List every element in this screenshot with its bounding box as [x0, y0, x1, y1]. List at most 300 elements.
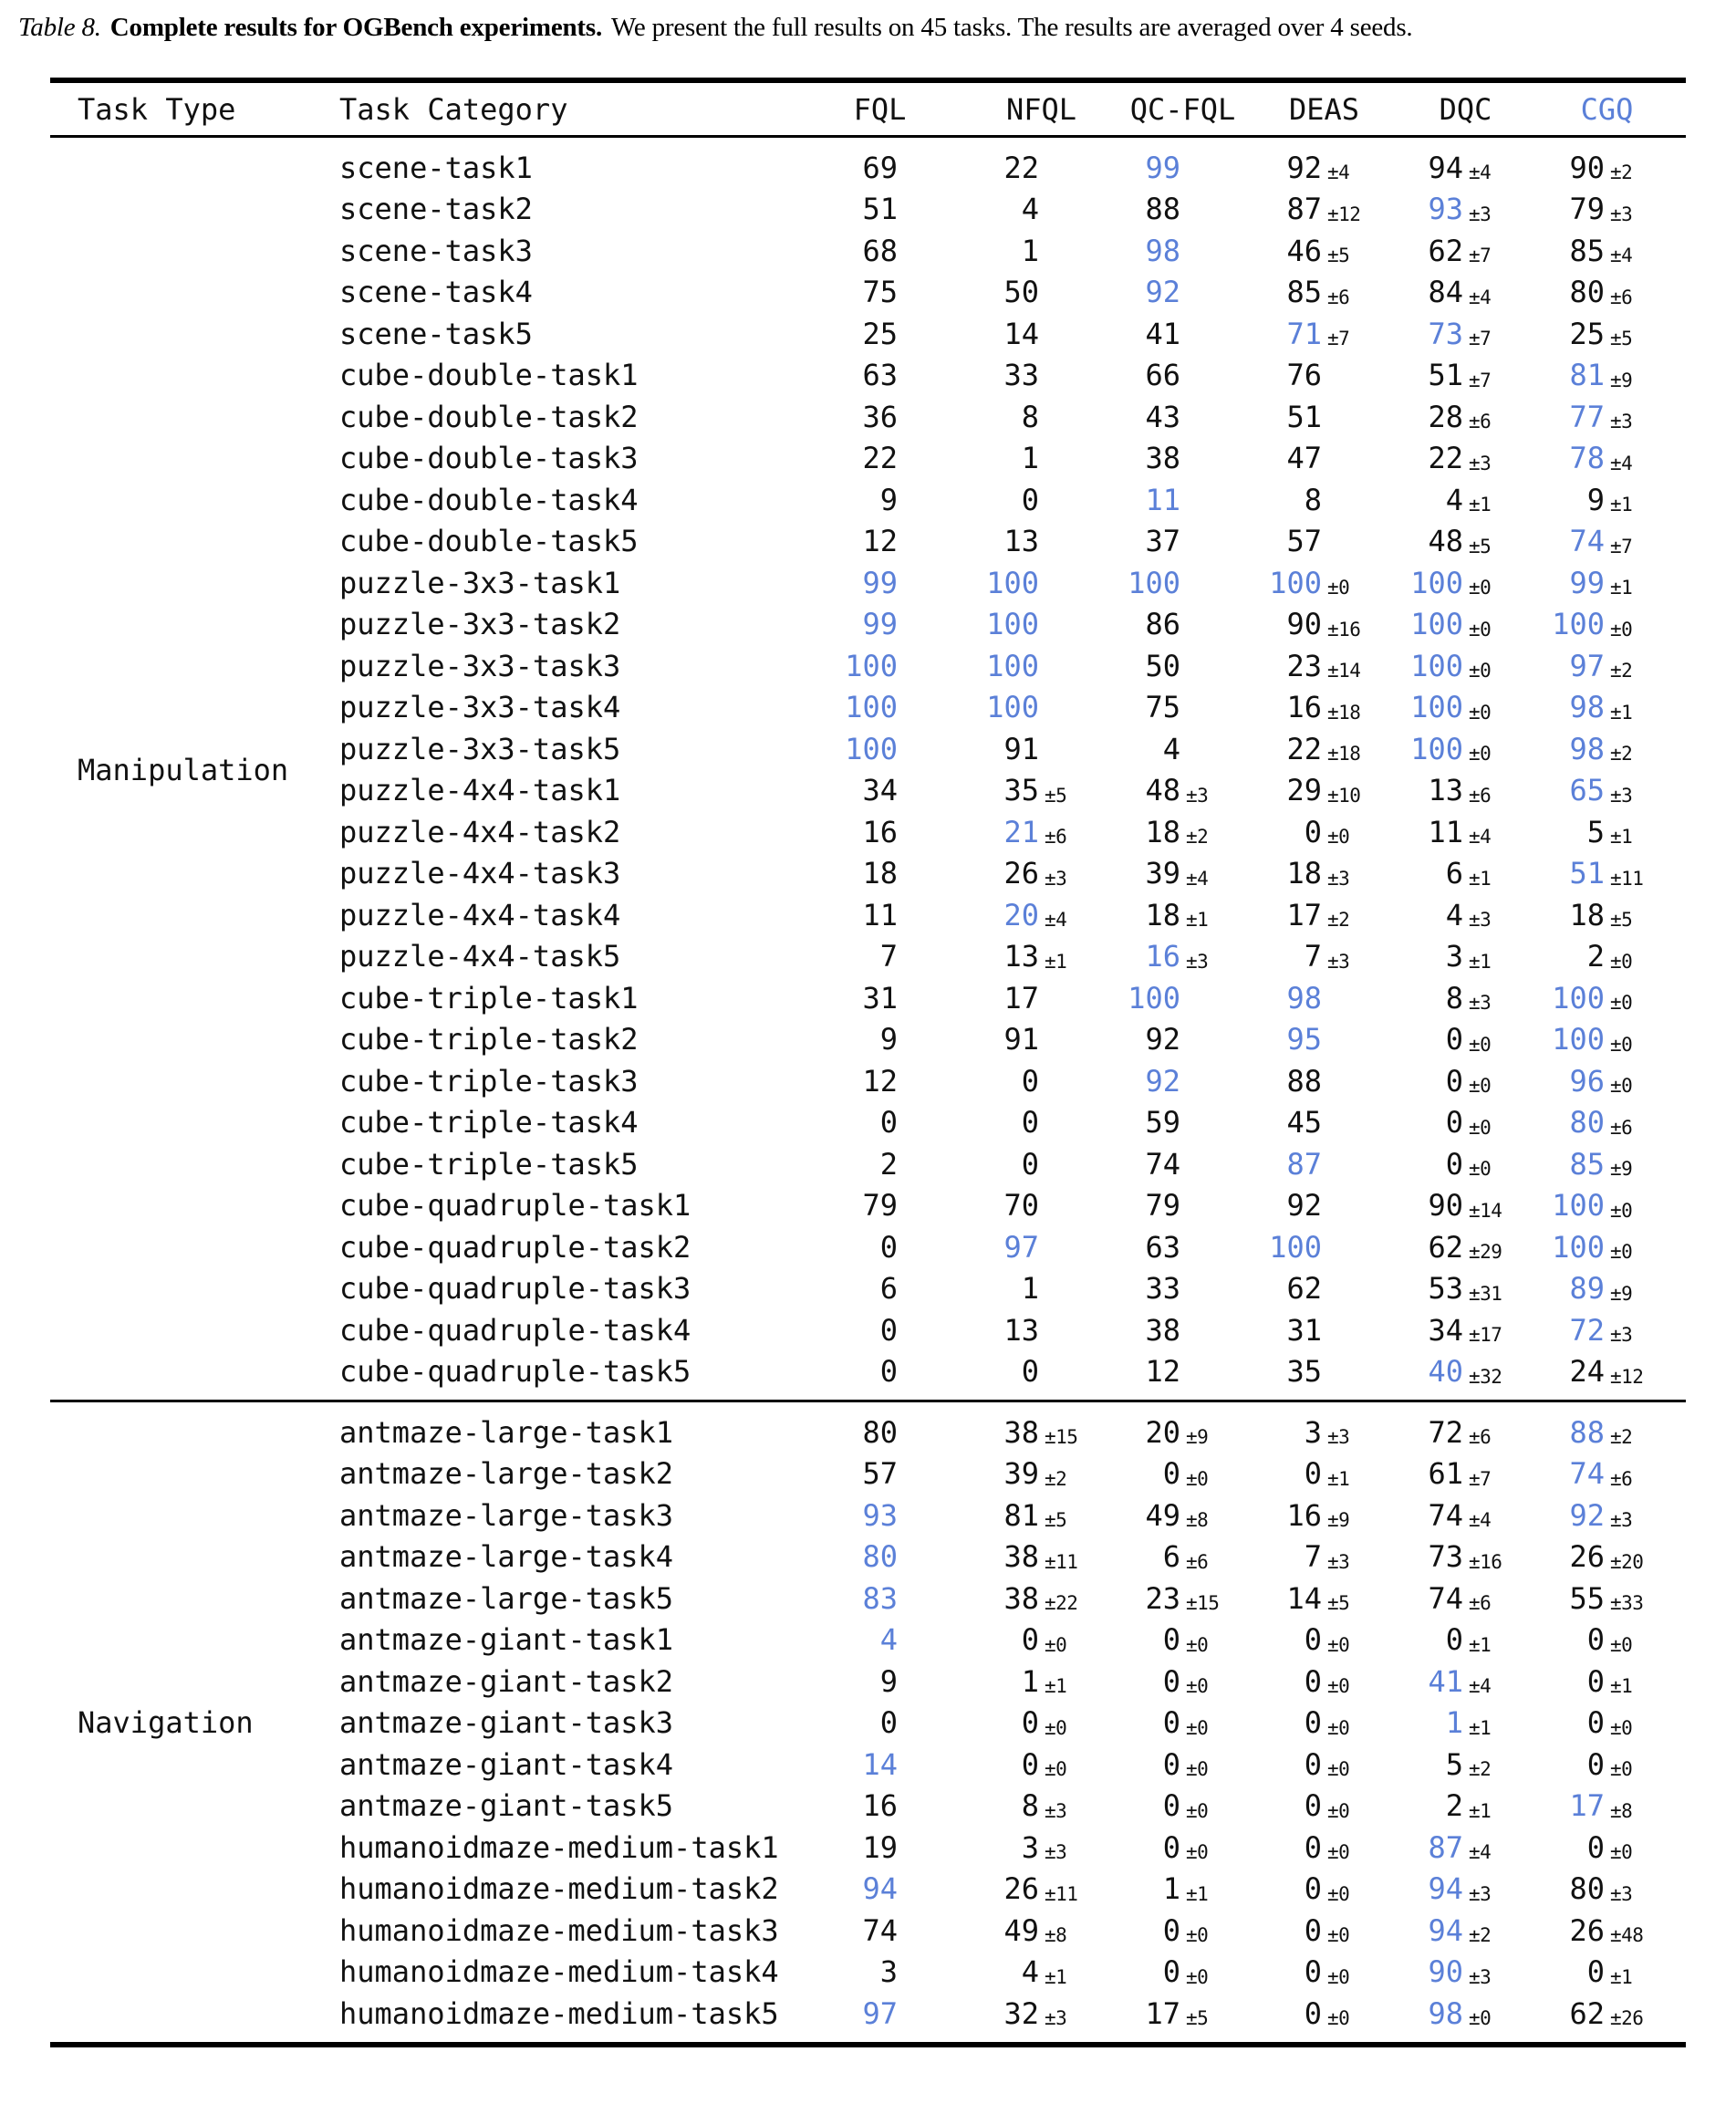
score-value: 91 [1003, 1022, 1039, 1057]
task-category-cell: cube-triple-task5 [339, 1146, 639, 1182]
task-category-cell: antmaze-giant-task3 [339, 1705, 674, 1741]
score-stddev: ±0 [1186, 1467, 1209, 1490]
score-value: 65 [1569, 773, 1605, 808]
score-stddev: ±1 [1610, 826, 1633, 849]
table-row [339, 1869, 1686, 1911]
score-value: 19 [862, 1829, 898, 1865]
score-stddev: ±18 [1327, 701, 1361, 724]
score-stddev: ±5 [1327, 1592, 1350, 1615]
score-value: 0 [1162, 1912, 1180, 1948]
score-value: 91 [1003, 731, 1039, 766]
score-value: 0 [879, 1229, 898, 1265]
score-value: 17 [1145, 1995, 1180, 2031]
score-stddev: ±4 [1469, 826, 1492, 849]
score-stddev: ±3 [1045, 1799, 1067, 1822]
score-stddev: ±1 [1469, 1716, 1492, 1739]
score-stddev: ±11 [1610, 867, 1644, 890]
score-value: 12 [862, 524, 898, 559]
score-stddev: ±2 [1327, 909, 1350, 932]
task-category-cell: puzzle-4x4-task2 [339, 814, 621, 849]
score-stddev: ±31 [1469, 1282, 1502, 1305]
table-body [50, 138, 1686, 2042]
score-value: 12 [1145, 1354, 1180, 1390]
table-row [339, 645, 1686, 687]
score-value: 38 [1003, 1414, 1039, 1450]
score-value: 0 [1021, 1622, 1039, 1658]
score-stddev: ±0 [1045, 1633, 1067, 1656]
score-stddev: ±0 [1469, 1158, 1492, 1181]
score-stddev: ±0 [1469, 1075, 1492, 1098]
table-row [339, 230, 1686, 272]
score-stddev: ±32 [1469, 1365, 1502, 1388]
score-stddev: ±4 [1186, 867, 1209, 890]
score-value: 71 [1286, 316, 1322, 351]
score-value: 22 [862, 441, 898, 476]
score-value: 48 [1145, 773, 1180, 808]
score-stddev: ±1 [1045, 1675, 1067, 1698]
score-value: 94 [1428, 1871, 1463, 1907]
score-value: 39 [1145, 856, 1180, 891]
score-stddev: ±0 [1610, 1633, 1633, 1656]
score-value: 100 [845, 690, 898, 725]
score-stddev: ±8 [1610, 1799, 1633, 1822]
score-stddev: ±7 [1610, 535, 1633, 557]
score-value: 3 [1445, 939, 1463, 974]
score-stddev: ±1 [1045, 950, 1067, 973]
score-value: 0 [1304, 1746, 1322, 1782]
score-value: 1 [1445, 1705, 1463, 1741]
score-stddev: ±0 [1469, 1116, 1492, 1139]
score-stddev: ±0 [1327, 1716, 1350, 1739]
table-row [339, 1495, 1686, 1536]
results-table [50, 78, 1686, 2047]
table-row [339, 1661, 1686, 1703]
score-stddev: ±2 [1469, 1758, 1492, 1781]
score-value: 0 [1162, 1788, 1180, 1824]
score-value: 16 [862, 814, 898, 849]
score-stddev: ±7 [1327, 328, 1350, 350]
score-stddev: ±15 [1186, 1592, 1220, 1615]
score-value: 73 [1428, 316, 1463, 351]
score-value: 0 [1162, 1829, 1180, 1865]
score-stddev: ±0 [1327, 1924, 1350, 1947]
table-row [339, 521, 1686, 563]
score-stddev: ±6 [1327, 286, 1350, 308]
score-stddev: ±0 [1327, 2007, 1350, 2030]
score-value: 0 [1586, 1829, 1605, 1865]
score-value: 87 [1286, 192, 1322, 227]
score-stddev: ±3 [1327, 1426, 1350, 1449]
score-value: 46 [1286, 233, 1322, 268]
score-stddev: ±3 [1045, 1841, 1067, 1864]
score-value: 99 [862, 607, 898, 642]
score-value: 17 [1286, 897, 1322, 932]
score-stddev: ±1 [1045, 1965, 1067, 1988]
score-stddev: ±16 [1327, 618, 1361, 641]
score-value: 24 [1569, 1354, 1605, 1390]
score-stddev: ±0 [1327, 1758, 1350, 1781]
score-stddev: ±0 [1610, 950, 1633, 973]
task-category-cell: cube-double-task2 [339, 399, 639, 434]
score-stddev: ±0 [1327, 1841, 1350, 1864]
score-value: 45 [1286, 1105, 1322, 1141]
score-value: 32 [1003, 1995, 1039, 2031]
column-header-method: NFQL [1005, 91, 1077, 127]
score-stddev: ±1 [1186, 909, 1209, 932]
score-stddev: ±6 [1469, 411, 1492, 433]
table-row [339, 770, 1686, 812]
score-value: 93 [862, 1497, 898, 1533]
score-stddev: ±11 [1045, 1882, 1078, 1905]
score-value: 99 [1569, 565, 1605, 600]
score-value: 90 [1569, 150, 1605, 185]
task-category-cell: puzzle-3x3-task2 [339, 607, 621, 642]
score-value: 89 [1569, 1271, 1605, 1307]
task-category-cell: antmaze-giant-task4 [339, 1746, 674, 1782]
score-stddev: ±0 [1610, 1716, 1633, 1739]
score-value: 74 [1569, 524, 1605, 559]
score-value: 1 [1021, 441, 1039, 476]
task-category-cell: humanoidmaze-medium-task2 [339, 1871, 779, 1907]
score-value: 100 [1552, 1229, 1605, 1265]
score-value: 3 [1021, 1829, 1039, 1865]
table-row [339, 1060, 1686, 1102]
task-type-label: Manipulation [78, 752, 289, 787]
table-row [339, 272, 1686, 314]
table-row [339, 438, 1686, 480]
score-value: 0 [1445, 1622, 1463, 1658]
score-value: 0 [1304, 814, 1322, 849]
score-stddev: ±2 [1045, 1467, 1067, 1490]
task-category-cell: puzzle-3x3-task4 [339, 690, 621, 725]
score-value: 8 [1021, 1788, 1039, 1824]
score-stddev: ±0 [1610, 1241, 1633, 1264]
score-value: 100 [1410, 690, 1463, 725]
task-category-cell: scene-task3 [339, 233, 533, 268]
score-value: 17 [1003, 980, 1039, 1016]
score-value: 81 [1003, 1497, 1039, 1533]
score-value: 0 [1021, 1105, 1039, 1141]
table-row [339, 479, 1686, 521]
score-stddev: ±1 [1186, 1882, 1209, 1905]
score-value: 74 [1145, 1146, 1180, 1182]
score-value: 17 [1569, 1788, 1605, 1824]
score-value: 0 [879, 1105, 898, 1141]
table-row [339, 1952, 1686, 1994]
score-stddev: ±7 [1469, 245, 1492, 267]
score-stddev: ±0 [1045, 1758, 1067, 1781]
score-value: 74 [862, 1912, 898, 1948]
score-stddev: ±8 [1045, 1924, 1067, 1947]
score-value: 0 [879, 1312, 898, 1348]
score-stddev: ±33 [1610, 1592, 1644, 1615]
score-value: 6 [1162, 1539, 1180, 1575]
score-value: 79 [1569, 192, 1605, 227]
score-stddev: ±1 [1469, 1633, 1492, 1656]
score-value: 100 [1269, 565, 1322, 600]
task-category-cell: antmaze-giant-task2 [339, 1663, 674, 1699]
score-value: 88 [1145, 192, 1180, 227]
score-value: 47 [1286, 441, 1322, 476]
score-value: 38 [1003, 1539, 1039, 1575]
score-stddev: ±1 [1469, 867, 1492, 890]
score-value: 0 [1021, 1063, 1039, 1099]
score-value: 92 [1145, 275, 1180, 310]
score-stddev: ±2 [1610, 660, 1633, 682]
score-stddev: ±18 [1327, 743, 1361, 766]
score-value: 92 [1569, 1497, 1605, 1533]
score-value: 1 [1021, 1271, 1039, 1307]
score-value: 0 [1162, 1746, 1180, 1782]
score-value: 94 [1428, 1912, 1463, 1948]
score-stddev: ±0 [1327, 826, 1350, 849]
section-rows [339, 147, 1686, 1392]
score-value: 0 [1304, 1954, 1322, 1990]
column-header-method: FQL [853, 91, 907, 127]
score-stddev: ±3 [1327, 950, 1350, 973]
score-value: 49 [1003, 1912, 1039, 1948]
task-category-cell: cube-double-task3 [339, 441, 639, 476]
score-stddev: ±3 [1186, 950, 1209, 973]
task-category-cell: humanoidmaze-medium-task5 [339, 1995, 779, 2031]
score-value: 0 [1445, 1105, 1463, 1141]
score-stddev: ±9 [1186, 1426, 1209, 1449]
table-row [339, 313, 1686, 355]
score-value: 5 [1586, 814, 1605, 849]
score-stddev: ±4 [1610, 452, 1633, 474]
score-value: 0 [1304, 1871, 1322, 1907]
score-stddev: ±26 [1610, 2007, 1644, 2030]
score-stddev: ±3 [1327, 867, 1350, 890]
score-value: 100 [1552, 1188, 1605, 1224]
score-stddev: ±3 [1469, 203, 1492, 225]
score-stddev: ±14 [1469, 1199, 1502, 1222]
score-value: 25 [862, 316, 898, 351]
score-value: 38 [1003, 1580, 1039, 1616]
score-value: 36 [862, 399, 898, 434]
score-value: 51 [1569, 856, 1605, 891]
score-stddev: ±17 [1469, 1324, 1502, 1347]
task-category-cell: cube-triple-task2 [339, 1022, 639, 1057]
score-stddev: ±6 [1610, 286, 1633, 308]
score-stddev: ±1 [1610, 494, 1633, 516]
table-row [339, 936, 1686, 978]
score-value: 100 [986, 690, 1039, 725]
table-row [339, 853, 1686, 895]
score-stddev: ±2 [1469, 1924, 1492, 1947]
caption-title: Complete results for OGBench experiments. [109, 13, 603, 42]
score-value: 26 [1003, 856, 1039, 891]
score-stddev: ±7 [1469, 369, 1492, 391]
column-header-method: DEAS [1288, 91, 1360, 127]
score-stddev: ±9 [1327, 1509, 1350, 1532]
score-value: 33 [1003, 358, 1039, 393]
table-row [339, 355, 1686, 397]
table-row [339, 604, 1686, 646]
table-row [339, 396, 1686, 438]
score-value: 1 [1021, 233, 1039, 268]
task-category-cell: cube-double-task1 [339, 358, 639, 393]
table-caption [18, 13, 1736, 43]
score-value: 29 [1286, 773, 1322, 808]
score-value: 96 [1569, 1063, 1605, 1099]
score-stddev: ±3 [1469, 909, 1492, 932]
task-category-cell: puzzle-3x3-task5 [339, 731, 621, 766]
score-value: 78 [1569, 441, 1605, 476]
score-value: 20 [1003, 897, 1039, 932]
bottom-rule [50, 2042, 1686, 2047]
score-stddev: ±7 [1469, 1467, 1492, 1490]
score-value: 100 [986, 607, 1039, 642]
score-value: 0 [1304, 1995, 1322, 2031]
score-stddev: ±22 [1045, 1592, 1078, 1615]
score-value: 0 [1586, 1954, 1605, 1990]
score-value: 34 [862, 773, 898, 808]
score-value: 18 [1145, 897, 1180, 932]
score-value: 20 [1145, 1414, 1180, 1450]
score-value: 0 [1021, 1354, 1039, 1390]
task-category-cell: cube-quadruple-task5 [339, 1354, 691, 1390]
table-row [339, 1578, 1686, 1620]
score-stddev: ±0 [1327, 1675, 1350, 1698]
task-category-cell: puzzle-3x3-task3 [339, 648, 621, 683]
table-row [339, 562, 1686, 604]
score-value: 13 [1003, 524, 1039, 559]
table-row [339, 1910, 1686, 1952]
score-stddev: ±4 [1327, 161, 1350, 184]
score-stddev: ±5 [1186, 2007, 1209, 2030]
column-header-method: DQC [1439, 91, 1492, 127]
score-value: 28 [1428, 399, 1463, 434]
table-row [339, 189, 1686, 231]
score-stddev: ±3 [1327, 1550, 1350, 1573]
score-stddev: ±2 [1610, 161, 1633, 184]
score-value: 85 [1286, 275, 1322, 310]
table-row [339, 1744, 1686, 1786]
score-value: 72 [1428, 1414, 1463, 1450]
score-stddev: ±0 [1469, 2007, 1492, 2030]
score-value: 0 [1021, 1746, 1039, 1782]
score-value: 93 [1428, 192, 1463, 227]
score-value: 51 [1428, 358, 1463, 393]
score-value: 98 [1428, 1995, 1463, 2031]
task-category-cell: cube-quadruple-task3 [339, 1271, 691, 1307]
score-stddev: ±48 [1610, 1924, 1644, 1947]
score-stddev: ±12 [1327, 203, 1361, 225]
score-value: 92 [1145, 1022, 1180, 1057]
score-stddev: ±5 [1045, 1509, 1067, 1532]
score-value: 7 [1304, 939, 1322, 974]
task-type-label: Navigation [78, 1705, 254, 1741]
score-stddev: ±4 [1610, 245, 1633, 267]
score-stddev: ±0 [1327, 1799, 1350, 1822]
score-stddev: ±0 [1469, 743, 1492, 766]
score-value: 87 [1428, 1829, 1463, 1865]
score-stddev: ±5 [1610, 328, 1633, 350]
score-stddev: ±29 [1469, 1241, 1502, 1264]
score-value: 2 [879, 1146, 898, 1182]
score-value: 98 [1569, 690, 1605, 725]
score-value: 31 [862, 980, 898, 1016]
score-value: 9 [879, 482, 898, 517]
score-value: 13 [1003, 1312, 1039, 1348]
score-value: 70 [1003, 1188, 1039, 1224]
score-value: 73 [1428, 1539, 1463, 1575]
score-value: 5 [1445, 1746, 1463, 1782]
score-value: 0 [1162, 1622, 1180, 1658]
score-value: 13 [1003, 939, 1039, 974]
section-rows [339, 1411, 1686, 2035]
section-manipulation [50, 138, 1686, 1400]
score-stddev: ±6 [1186, 1550, 1209, 1573]
score-value: 100 [1269, 1229, 1322, 1265]
score-value: 25 [1569, 316, 1605, 351]
score-value: 9 [1586, 482, 1605, 517]
task-category-cell: antmaze-large-task2 [339, 1456, 674, 1492]
score-value: 16 [1286, 690, 1322, 725]
table-row [339, 1786, 1686, 1828]
score-stddev: ±3 [1610, 411, 1633, 433]
score-stddev: ±1 [1610, 1675, 1633, 1698]
score-value: 0 [879, 1705, 898, 1741]
score-value: 0 [1162, 1456, 1180, 1492]
score-value: 0 [1304, 1705, 1322, 1741]
score-stddev: ±3 [1469, 452, 1492, 474]
task-category-cell: scene-task2 [339, 192, 533, 227]
score-value: 90 [1428, 1954, 1463, 1990]
score-stddev: ±0 [1610, 1075, 1633, 1098]
score-value: 18 [862, 856, 898, 891]
score-value: 43 [1145, 399, 1180, 434]
score-value: 4 [1445, 897, 1463, 932]
score-value: 0 [1304, 1788, 1322, 1824]
score-stddev: ±0 [1186, 1841, 1209, 1864]
task-category-cell: humanoidmaze-medium-task1 [339, 1829, 779, 1865]
score-value: 0 [879, 1354, 898, 1390]
score-value: 0 [1304, 1912, 1322, 1948]
score-value: 0 [1445, 1022, 1463, 1057]
score-value: 7 [879, 939, 898, 974]
score-stddev: ±2 [1610, 1426, 1633, 1449]
table-row [339, 1143, 1686, 1185]
score-stddev: ±3 [1045, 867, 1067, 890]
task-category-cell: scene-task1 [339, 150, 533, 185]
score-value: 0 [1445, 1063, 1463, 1099]
score-stddev: ±20 [1610, 1550, 1644, 1573]
score-value: 92 [1286, 150, 1322, 185]
score-value: 51 [862, 192, 898, 227]
score-value: 76 [1286, 358, 1322, 393]
score-value: 59 [1145, 1105, 1180, 1141]
task-category-cell: antmaze-large-task4 [339, 1539, 674, 1575]
score-stddev: ±7 [1469, 328, 1492, 350]
score-stddev: ±0 [1045, 1716, 1067, 1739]
score-value: 79 [1145, 1188, 1180, 1224]
score-stddev: ±0 [1610, 1841, 1633, 1864]
score-value: 53 [1428, 1271, 1463, 1307]
score-value: 0 [1021, 1705, 1039, 1741]
score-stddev: ±4 [1469, 1509, 1492, 1532]
score-value: 100 [1552, 980, 1605, 1016]
score-value: 97 [862, 1995, 898, 2031]
score-value: 51 [1286, 399, 1322, 434]
column-header-task-category: Task Category [339, 91, 568, 127]
score-value: 61 [1428, 1456, 1463, 1492]
score-value: 95 [1286, 1022, 1322, 1057]
score-value: 1 [1021, 1663, 1039, 1699]
task-category-cell: antmaze-large-task1 [339, 1414, 674, 1450]
score-value: 4 [1445, 482, 1463, 517]
